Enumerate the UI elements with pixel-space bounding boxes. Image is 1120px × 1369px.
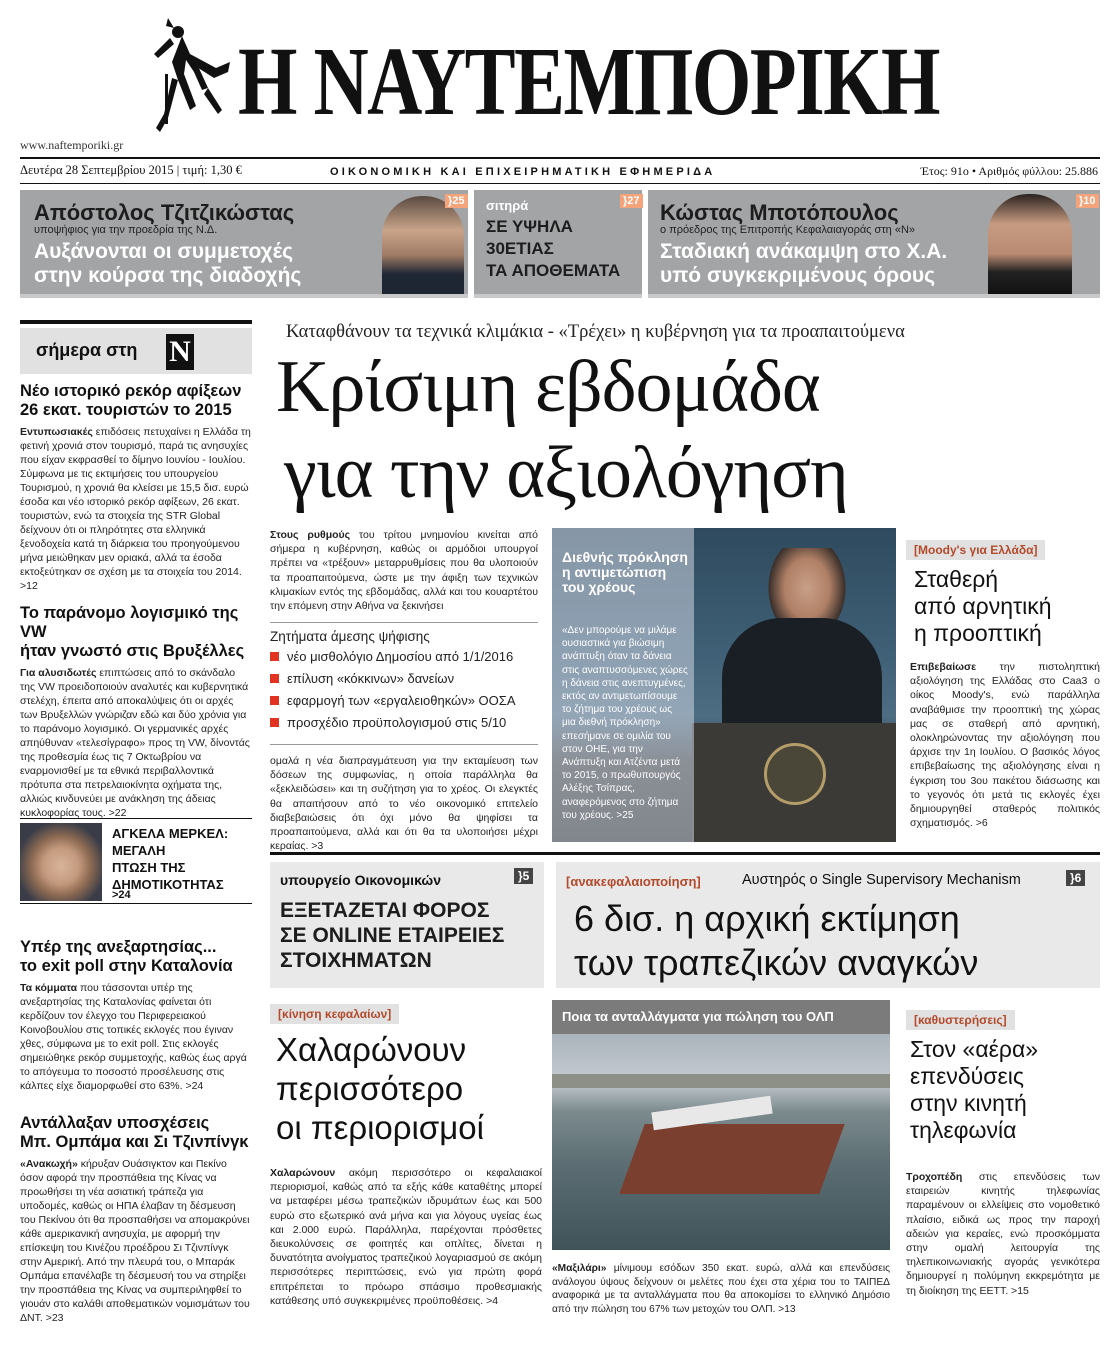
lead-body-1 [270, 528, 538, 613]
title-line: οι περιορισμοί [276, 1109, 484, 1146]
pier-building [619, 1124, 844, 1194]
page-ref: }6 [1066, 870, 1085, 886]
story-text: επιδόσεις πετυχαίνει η Ελλάδα τη φετινή χρονιά στον τουρισμό, παρά τις ανησυχίες που είχαν εκφρασθεί το δίμηνο Ιουνίου - Ιουλίου. Σύμφωνα με τις εκτιμήσεις του υπουργείου Τουρισμού, η χρονιά θα κλείσει με 15,5 δισ. ευρώ έσοδα και νέο ιστορικό ρεκόρ αφίξεων, 26 εκατ. τουριστών, ενώ τα στοιχεία της STR Global δείχνουν ότι οι πληρότητες στα ελληνικά ξενοδοχεία κατά τη διάρκεια του προηγούμενου μήνα μειώθηκαν μεν οριακά, αλλά τα έσοδα εκτοξεύτηκαν σε σχέση με τα στοιχεία του 2014. >12 [20, 426, 251, 592]
section-rule [270, 852, 1100, 855]
website-url: www.naftemporiki.gr [20, 138, 124, 152]
list-item: νέο μισθολόγιο Δημοσίου από 1/1/2016 [270, 646, 538, 668]
story-text: του τρίτου μνημονίου κινείται από σήμερα η κυβέρνηση, καθώς οι αρμόδιοι υπουργοί πρέπει να «τρέξουν» μεταρρυθμίσεις που θα υλοποιούν τα προαπαιτούμενα, ώστε με την άφιξη των τεχνικών κλιμακίων εντός της εβδομάδας, αλλά και του κουαρτέτου την επόμενη στην Αθήνα να ξεκινήσει [270, 529, 538, 613]
story-catalonia[interactable] [20, 938, 252, 1093]
promo-line-1: ΣΕ ΥΨΗΛΑ [486, 217, 573, 236]
promo-line-2: 30ΕΤΙΑΣ [486, 239, 554, 258]
title-line: Χαλαρώνουν [276, 1031, 467, 1068]
title-line: από αρνητική [914, 593, 1052, 619]
story-text: κήρυξαν Ουάσιγκτον και Πεκίνο όσον αφορά την προσπάθεια της Κίνας να προωθήσει τη νέα ασιατική τράπεζα για υποδομές, καθώς οι ΗΠΑ έλαβαν τη δέσμευση του Πεκίνου ότι θα προσπαθήσει να απομακρύνει κάθε αμερικανική ανησυχία, με αφορμή την επίσκεψη του Κινέζου προέδρου Σι Τζινπίνγκ στην Αμερική. Από την πλευρά του, ο Μπαράκ Ομπάμα επανέλαβε τη δέσμευσή του να στηρίξει την προσπάθεια της Κίνας να συμπεριληφθεί το γιουάν στο καλάθι αποθεματικών νομισμάτων του ΔΝΤ. >23 [20, 1158, 250, 1324]
hermes-logo [138, 14, 234, 136]
story-title: Μπ. Ομπάμα και Σι Τζινπίνγκ [20, 1133, 249, 1151]
merkel-photo [20, 823, 102, 901]
story-vw[interactable] [20, 604, 252, 820]
teaser-line: ΔΗΜΟΤΙΚΟΤΗΤΑΣ [112, 877, 224, 892]
title-line: επενδύσεις [910, 1063, 1024, 1089]
today-label: σήμερα στη [36, 340, 138, 360]
recap-title-2: των τραπεζικών αναγκών [574, 942, 979, 983]
moodys-body [910, 660, 1100, 830]
story-lead: Τα κόμματα [20, 982, 78, 994]
teaser-headline [112, 825, 228, 893]
title-line: στην κινητή [910, 1090, 1027, 1116]
promo-label: σιτηρά [486, 198, 529, 213]
promo-tzitzikostas[interactable] [20, 190, 468, 298]
story-title: ήταν γνωστό στις Βρυξέλλες [20, 642, 245, 660]
section-label: [ανακεφαλαιοποίηση] [566, 874, 701, 889]
story-text: την πιστοληπτική αξιολόγηση της Ελλάδας στο Caa3 ο οίκος Moody's, ενώ παράλληλα αναβάθμισε την προοπτική της χώρας μας σε σταθερή από αρνητική, ολοκληρώνοντας την αξιολόγηση που άρχισε την 1η Ιουλίου. Ο βασικός λόγος επιβεβαίωσης της αξιολόγησης είναι η έγκριση του 3ου πακέτου διάσωσης και το γεγονός ότι μετά τις εκλογές έχει δημιουργηθεί σταθερός πολιτικός σχηματισμός. >6 [910, 661, 1100, 830]
promo-headline-1: Αυξάνονται οι συμμετοχές [34, 240, 294, 263]
story-lead: Για αλυσιδωτές [20, 667, 97, 679]
teaser-line: ΑΓΚΕΛΑ ΜΕΡΚΕΛ: [112, 826, 229, 841]
caption-head: Διεθνής πρόκληση η αντιμετώπιση του χρέους [562, 549, 688, 595]
story-body [20, 425, 252, 593]
story-text: επιπτώσεις από το σκάνδαλο της VW προειδοποιούν αναλυτές και κυβερνητικά στελέχη, έπειτα από αποκαλύψεις ότι οι αρχές των Βρυξελλών γνώριζαν εδώ και δύο χρόνια για το παράνομο λογισμικό. Οι γερμανικές αρχές απηύθυναν «τελεσίγραφο» προς τη VW, δίνοντάς της προθεσμία έως τις 7 Οκτωβρίου να εναρμονισθεί με τα εθνικά περιβαλλοντικά πρότυπα στα πετρελαιοκίνητα οχήματα της, αλλιώς κινδυνεύει με ανάκληση της άδειας κυκλοφορίας τους. >22 [20, 667, 250, 819]
speaker-body [722, 618, 882, 728]
title-line: Στον «αέρα» [910, 1036, 1039, 1062]
olp-label: Ποια τα ανταλλάγματα για πώληση του ΟΛΠ [562, 1009, 834, 1024]
promo-name: Απόστολος Τζιτζικώστας [34, 200, 295, 225]
section-label: [καθυστερήσεις] [906, 1010, 1015, 1030]
shoreline [552, 1074, 890, 1088]
promo-headline-2: υπό συγκεκριμένους όρους [660, 264, 936, 287]
list-item: εφαρμογή των «εργαλειοθηκών» ΟΟΣΑ [270, 690, 538, 712]
list-item: προσχέδιο προϋπολογισμού στις 5/10 [270, 712, 538, 734]
promo-headline-2: στην κούρσα της διαδοχής [34, 264, 302, 287]
story-body [20, 1157, 252, 1325]
promo-role: ο πρόεδρος της Επιτροπής Κεφαλαιαγοράς στη «Ν» [660, 224, 916, 236]
page-ref: }25 [445, 194, 468, 208]
portrait-photo [382, 196, 464, 294]
story-lead: Εντυπωσιακές [20, 426, 93, 438]
recap-title-1: 6 δισ. η αρχική εκτίμηση [574, 898, 960, 939]
page-ref: }10 [1076, 194, 1099, 208]
title-line: η προοπτική [914, 620, 1042, 646]
port-aerial-photo [552, 1034, 890, 1250]
story-lead: Χαλαρώνουν [270, 1167, 336, 1179]
story-text: μίνιμουμ εσόδων 350 εκατ. ευρώ, αλλά και επενδύσεις ανάλογου ύψους δείχνουν οι μελέτες που έχει στα χέρια του το ΤΑΙΠΕΔ αναφορικά με τα ανταλλάγματα που θα αποκομίσει το ελληνικό Δημόσιο από την πώληση του 67% των μετοχών του ΟΛΠ. >13 [552, 1263, 890, 1315]
headline-line: ΣΤΟΙΧΗΜΑΤΩΝ [280, 949, 432, 972]
story-title: 26 εκατ. τουριστών το 2015 [20, 401, 232, 419]
lead-kicker: Καταφθάνουν τα τεχνικά κλιμάκια - «Τρέχει» η κυβέρνηση για τα προαπαιτούμενα [286, 322, 905, 342]
story-title: Το παράνομο λογισμικό της VW [20, 604, 239, 641]
story-title: Νέο ιστορικό ρεκόρ αφίξεων [20, 382, 242, 400]
title-line: περισσότερο [276, 1070, 464, 1107]
list-rule [270, 744, 538, 745]
promo-botopoulos[interactable] [648, 190, 1100, 298]
tax-box[interactable] [270, 862, 544, 988]
story-title: Υπέρ της ανεξαρτησίας... [20, 938, 217, 956]
olp-header [552, 1000, 890, 1034]
lead-title-1[interactable]: Κρίσιμη εβδομάδα [276, 346, 820, 428]
masthead-rule [20, 157, 1100, 159]
delay-label-wrap [906, 1010, 1015, 1030]
story-text: ακόμη περισσότερο οι κεφαλαιακοί περιορισμοί, καθώς από τα εξής κάθε καταθέτης μπορεί να μεταφέρει μέσω τραπεζικών ιδρυμάτων έως και 500 ευρώ στο εξωτερικό ανά μήνα και για λόγους υγείας έως και 2.000 ευρώ. Παράλληλα, παρέχονται πρόσθετες διευκολύνσεις σε φοιτητές και οπλίτες, δίνεται η δυνατότητα ανοίγματος τραπεζικού λογαριασμού σε ακόμη περισσότερες περιπτώσεις, ενώ για πρώτη φορά επιτρέπεται το πρόωρο σπάσιμο προθεσμιακής κατάθεσης υπό συγκεκριμένες προϋποθέσεις. >4 [270, 1167, 542, 1307]
moodys-title[interactable] [914, 566, 1052, 647]
recap-kicker: Αυστηρός ο Single Supervisory Mechanism [742, 872, 1021, 888]
recap-box[interactable] [556, 862, 1100, 988]
portrait-photo [988, 194, 1072, 294]
voting-list-box [270, 622, 538, 734]
promo-line-3: ΤΑ ΑΠΟΘΕΜΑΤΑ [486, 261, 621, 280]
lead-body-2: ομαλά η νέα διαπραγμάτευση για την εκταμίευση των δόσεων της συμφωνίας, η οποία παράλληλα θα «ξεκλειδώσει» και τη συζήτηση για το χρέος. Οι ελεγκτές θα απαιτήσουν από το νέο οικονομικό επιτελείο διαβεβαιώσεις ότι όχι μόνο θα ψηφίσει τα προαπαιτούμενα, αλλά και ότι θα τα υλοποιήσει μέχρι κεραίας. >3 [270, 755, 538, 853]
list-item: επίλυση «κόκκινων» δανείων [270, 668, 538, 690]
capital-body [270, 1166, 542, 1308]
caption-body: «Δεν μπορούμε να μιλάμε ουσιαστικά για βιώσιμη ανάπτυξη όταν τα δάνεια στις αναπτυσσόμενες χώρες η δάνεια στις ανεπτυγμένες, εκτός αν αντιμετωπίσουμε το ζήτημα του χρέους ως μια διεθνή πρόκληση» επεσήμανε σε ομιλία του στον ΟΗΕ, για την Ανάπτυξη και Ατζέντα μετά το 2015, ο πρωθυπουργός Αλέξης Τσίπρας, αναφερόμενος στο ζήτημα του χρέους. >25 [562, 625, 688, 821]
box-label: υπουργείο Οικονομικών [280, 872, 442, 888]
promo-role: υποψήφιος για την προεδρία της Ν.Δ. [34, 224, 218, 236]
newspaper-subtitle: ΟΙΚΟΝΟΜΙΚΗ ΚΑΙ ΕΠΙΧΕΙΡΗΜΑΤΙΚΗ ΕΦΗΜΕΡΙΔΑ [330, 166, 716, 178]
page-ref: }27 [620, 194, 643, 208]
headline-line: ΕΞΕΤΑΖΕΤΑΙ ΦΟΡΟΣ [280, 899, 490, 922]
title-line: τηλεφωνία [910, 1117, 1017, 1143]
promo-grains[interactable] [474, 190, 642, 298]
story-lead: Στους ρυθμούς [270, 529, 351, 541]
section-label: [Moody's για Ελλάδα] [906, 540, 1045, 560]
story-body [20, 981, 252, 1093]
page-ref: }5 [514, 868, 533, 884]
story-title: Αντάλλαξαν υποσχέσεις [20, 1114, 210, 1132]
tsipras-caption-overlay [552, 528, 694, 842]
newspaper-title: Η ΝΑΥΤΕΜΠΟΡΙΚΗ [238, 28, 939, 136]
un-emblem-icon [764, 743, 826, 805]
issue-number: Έτος: 91ο • Αριθμός φύλλου: 25.886 [920, 164, 1098, 178]
story-lead: Επιβεβαίωσε [910, 661, 977, 673]
olp-body [552, 1262, 890, 1316]
story-text: στις επενδύσεις των εταιρειών κινητής τηλεφωνίας παραμένουν οι ελλείψεις στο νομοθετικό πλαίσιο, ειδικά ως προς την παροχή αδειών για κεραίες, ενώ προσκόμματα στην ομαλή λειτουργία της τηλεπικοινωνιακής αγοράς γενικότερα δημιουργεί η πολύμηνη εκκρεμότητα με τη διοίκηση της ΕΕΤΤ. >15 [906, 1171, 1100, 1297]
story-body [20, 666, 252, 820]
headline-line: ΣΕ ONLINE ΕΤΑΙΡΕΙΕΣ [280, 924, 505, 947]
capital-title[interactable] [276, 1030, 484, 1147]
promo-name: Κώστας Μποτόπουλος [660, 200, 899, 225]
lead-title-2[interactable]: για την αξιολόγηση [284, 432, 848, 514]
merkel-teaser[interactable] [20, 818, 252, 904]
masthead-rule-bottom [20, 183, 1100, 184]
teaser-line: ΠΤΩΣΗ ΤΗΣ [112, 860, 186, 875]
title-line: Σταθερή [914, 566, 999, 592]
today-in-box [20, 328, 252, 374]
moodys-label-wrap [906, 540, 1045, 560]
story-title: το exit poll στην Καταλονία [20, 957, 233, 975]
column-rule [20, 320, 252, 324]
page-ref: >24 [112, 889, 131, 901]
story-text: που τάσσονται υπέρ της ανεξαρτησίας της Καταλονίας φαίνεται ότι κερδίζουν τον έλεγχο του Περιφερειακού Κοινοβουλίου στις τοπικές εκλογές που έγιναν χθες, σύμφωνα με το exit poll. Στις εκλογές σημειώθηκε ρεκόρ συμμετοχής, καθώς έως αργά το απόγευμα το ποσοστό προσέλευσης στις κάλπες είχε διαμορφωθεί στο 63%. >24 [20, 982, 247, 1092]
box-headline [280, 898, 504, 973]
story-lead: «Ανακωχή» [20, 1158, 78, 1170]
section-label: [κίνηση κεφαλαίων] [270, 1004, 399, 1024]
teaser-line: ΜΕΓΑΛΗ [112, 843, 166, 858]
n-logo-icon: N [166, 334, 194, 370]
list-title: Ζητήματα άμεσης ψήφισης [270, 629, 430, 644]
delay-title[interactable] [910, 1036, 1038, 1144]
delay-body [906, 1170, 1100, 1298]
promo-headline-1: Σταδιακή ανάκαμψη στο Χ.Α. [660, 240, 948, 263]
date-price: Δευτέρα 28 Σεπτεμβρίου 2015 | τιμή: 1,30 € [20, 163, 242, 177]
story-lead: «Μαξιλάρι» [552, 1263, 607, 1274]
capital-label-wrap [270, 1004, 399, 1024]
story-obama-xi[interactable] [20, 1114, 252, 1325]
story-tourism[interactable] [20, 382, 252, 593]
story-lead: Τροχοπέδη [906, 1171, 963, 1183]
